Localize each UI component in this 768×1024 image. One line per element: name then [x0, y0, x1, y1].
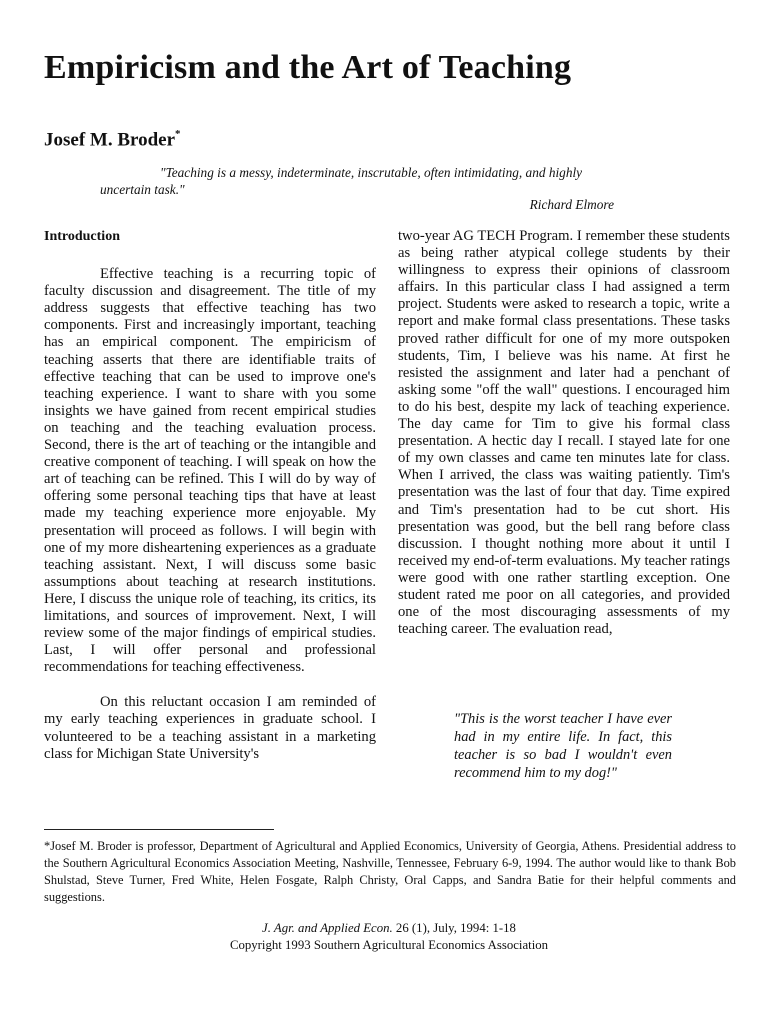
epigraph-line-2: uncertain task." — [100, 182, 185, 197]
author-footnote-mark: * — [175, 128, 181, 140]
body-paragraph: Effective teaching is a recurring topic of faculty discussion and disagreement. The title of my address suggests that effective teaching has two components. First and increasingly important, teaching has an empirical component. The empiricism of teaching asserts that there are identifiable traits of effective teaching that can be used to improve one's teaching experience. I want to share with you some insights we have gained from recent empirical studies on teaching and the teaching evaluation process. Second, there is the art of teaching or the intangible and creative component of teaching. I will speak on how the art of teaching can be refined. This I will do by way of offering some personal teaching tips that have at least made my teaching experience more enjoyable. My presentation will proceed as follows. I will begin with one of my more disheartening experiences as a graduate teaching assistant. Next, I will discuss some basic assumptions about teaching at research institutions. Here, I discuss the unique role of teaching, its critics, its limitations, and sources of improvement. Next, I will review some of the major findings of empirical studies. Last, I will offer personal and professional recommendations for teaching effectiveness. — [44, 266, 376, 676]
epigraph-attribution: Richard Elmore — [529, 197, 614, 212]
block-quote: "This is the worst teacher I have ever had in my entire life. In fact, this teacher is so bad I wouldn't even recommend him to my dog!" — [454, 711, 672, 781]
section-heading: Introduction — [44, 229, 120, 244]
journal-citation — [44, 920, 734, 954]
author-name: Josef M. Broder — [44, 129, 176, 151]
body-paragraph: On this reluctant occasion I am reminded of my early teaching experiences in graduate school. I volunteered to be a teaching assistant in a marketing class for Michigan State University's — [44, 694, 376, 762]
body-paragraph: two-year AG TECH Program. I remember these students as being rather atypical college students by their willingness to express their opinions of classroom affairs. In this particular class I had assigned a term project. Students were asked to research a topic, write a report and make formal class presentations. These tasks proved rather difficult for one of my more outspoken students, Tim, I believe was his name. At first he resisted the assignment and later had a penchant of asking some "off the wall" questions. I encouraged him to do his best, despite my lack of teaching experience. The day came for Tim to give his formal class presentation. A hectic day I recall. I stayed late for one of my own classes and came ten minutes late for class. When I arrived, the class was waiting patiently. Tim's presentation was the last of four that day. Time expired and Tim's presentation had to be cut short. His presentation was good, but the bell rang before class discussion. I thought nothing more about it until I received my end-of-term evaluations. My teacher ratings were good with one rather startling exception. One student rated me poor on all categories, and provided one of the most discouraging assessments of my teaching career. The evaluation read, — [398, 228, 730, 638]
epigraph-line-1: "Teaching is a messy, indeterminate, inscrutable, often intimidating, and highly — [160, 165, 583, 180]
author-line — [44, 122, 181, 153]
copyright-line: Copyright 1993 Southern Agricultural Economics Association — [229, 938, 549, 952]
right-column — [398, 228, 730, 638]
left-column — [44, 228, 376, 763]
footnote-divider — [44, 829, 274, 830]
paper-title: Empiricism and the Art of Teaching — [44, 49, 572, 86]
journal-issue: 26 (1), July, 1994: 1-18 — [395, 921, 516, 935]
journal-name: J. Agr. and Applied Econ. — [262, 921, 393, 935]
epigraph — [100, 164, 660, 198]
footnote: *Josef M. Broder is professor, Department of Agricultural and Applied Economics, University of Georgia, Athens. Presidential address to the Southern Agricultural Economics Association Meeting, Nashville, Tennessee, February 6-9, 1994. The author would like to thank Bob Shulstad, Steve Turner, Fred White, Helen Fosgate, Ralph Christy, Oral Capps, and Sandra Batie for their helpful comments and suggestions. — [44, 839, 736, 904]
